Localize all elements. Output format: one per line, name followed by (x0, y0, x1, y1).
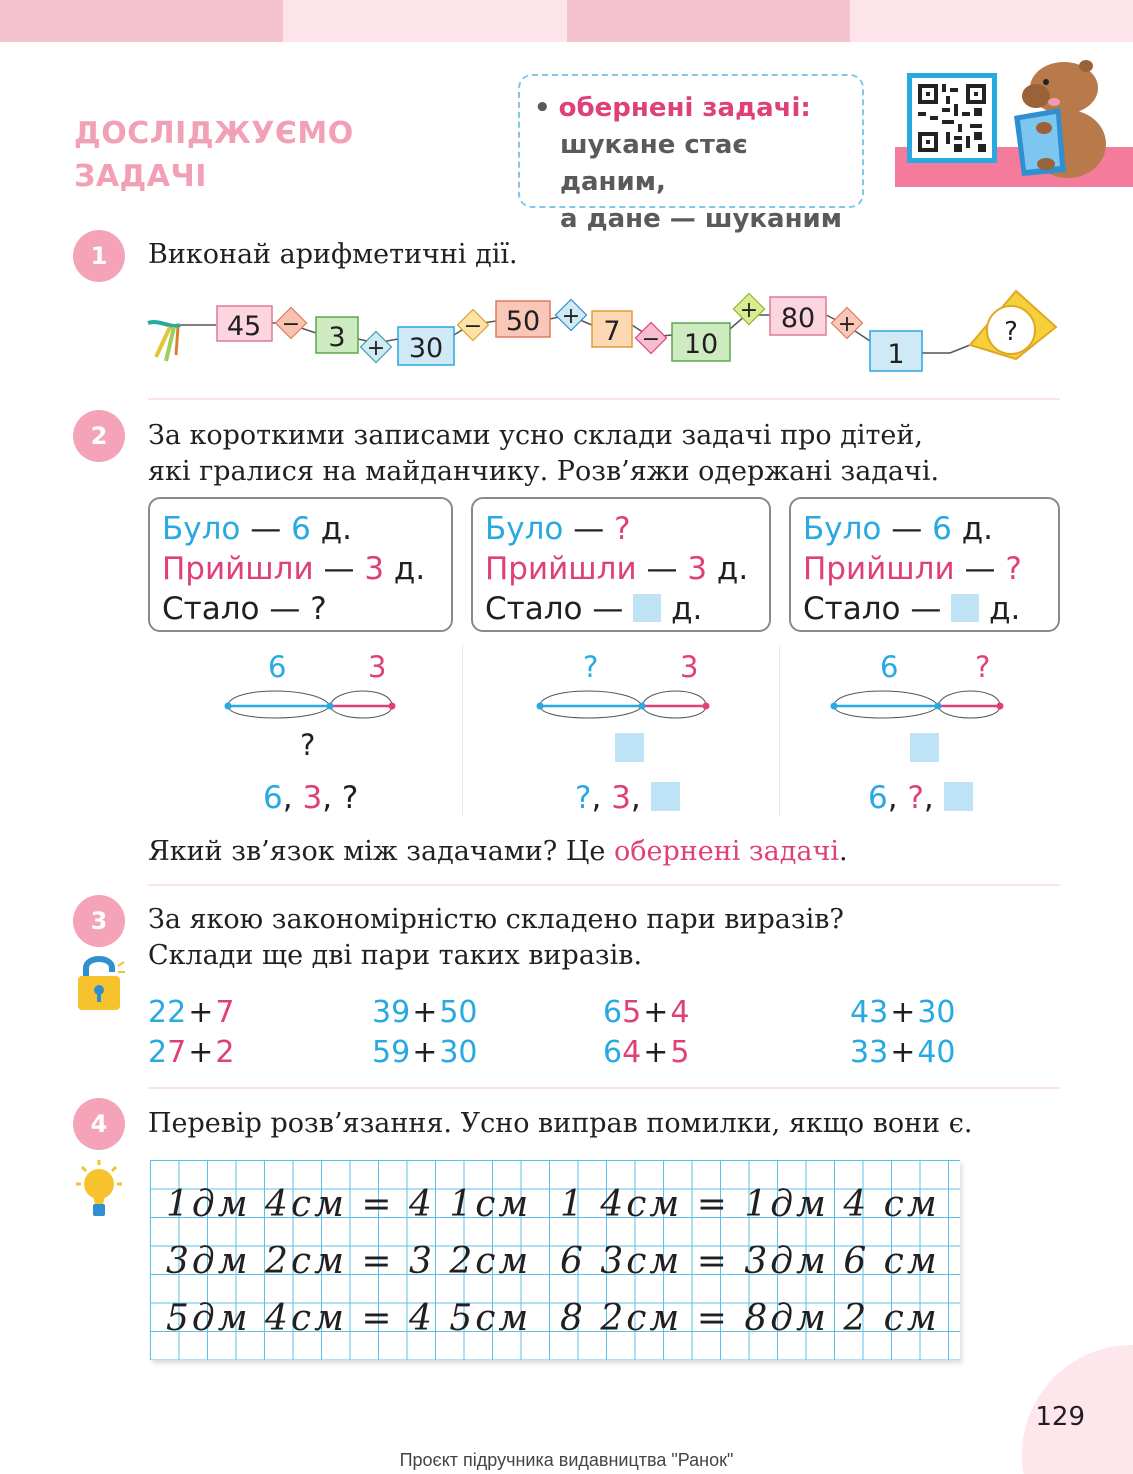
expression-pair-1: 22+7 27+2 (148, 995, 235, 1070)
handwritten-row-right-1: 1 4см = 1дм 4 см (560, 1184, 940, 1225)
triple-a: ? (575, 780, 592, 816)
task-number-badge: 4 (73, 1098, 125, 1150)
top-stripe-3 (567, 0, 850, 42)
chain-op-minus (635, 322, 666, 353)
dash: — (573, 511, 605, 547)
unit: д. (320, 511, 353, 547)
svg-text:30: 30 (408, 333, 444, 364)
kite-result-icon (970, 291, 1056, 359)
section-title (74, 112, 354, 198)
blank-square-icon (633, 594, 661, 622)
chain-op-plus (360, 331, 391, 362)
dash: — (910, 591, 942, 627)
dash: — (592, 591, 624, 627)
section-title-line2: ЗАДАЧІ (74, 159, 207, 194)
came-value: ? (1005, 551, 1022, 587)
divider (148, 398, 1060, 400)
blank-square-icon (910, 733, 939, 762)
handwritten-row-right-3: 8 2см = 8дм 2 см (560, 1298, 940, 1339)
was-value: 6 (291, 511, 311, 547)
task2-question (148, 834, 848, 870)
chain-op-plus (733, 293, 764, 324)
triple-1: 6, 3, ? (263, 780, 359, 816)
unit: д. (393, 551, 426, 587)
dash: — (250, 511, 282, 547)
task2-text-line1: За короткими записами усно склади задачі про дітей, (148, 420, 923, 451)
chain-number-1 (870, 331, 922, 371)
operation-chain (140, 285, 1070, 385)
unit: д. (989, 591, 1021, 627)
segment-diagram-3 (828, 684, 1008, 724)
task3-text-line2: Склади ще дві пари таких виразів. (148, 940, 643, 971)
note-term: обернені задачі: (558, 93, 811, 123)
note-line3: а дане — шуканим (560, 204, 843, 234)
chain-op-plus (831, 307, 862, 338)
dash: — (269, 591, 301, 627)
column-separator (779, 645, 780, 815)
came-label: Прийшли (485, 551, 637, 587)
diagram-left-label: 6 (268, 650, 287, 684)
came-value: 3 (364, 551, 385, 587)
triple-b: 3 (611, 780, 631, 816)
divider (148, 1087, 1060, 1089)
unit: д. (716, 551, 749, 587)
blank-square-icon (615, 733, 644, 762)
triple-c: ? (341, 780, 359, 816)
blank-square-icon (944, 782, 973, 811)
task3-text (148, 902, 844, 974)
blank-square-icon (951, 594, 979, 622)
svg-text:80: 80 (780, 303, 816, 334)
triple-a: 6 (263, 780, 283, 816)
chain-op-minus (457, 309, 488, 340)
unit: д. (961, 511, 994, 547)
kite-tail-ribbon-icon (148, 322, 180, 361)
chain-number-80 (770, 297, 826, 335)
qr-code-pattern (918, 84, 986, 152)
task2-text-line2: які гралися на майданчику. Розв’яжи одержані задачі. (148, 456, 940, 487)
answer-text: обернені задачі (613, 836, 839, 867)
chain-number-30 (398, 327, 454, 365)
svg-text:+: + (837, 312, 857, 337)
task2-text (148, 418, 939, 490)
svg-text:−: − (641, 327, 661, 352)
triple-b: ? (907, 780, 924, 816)
svg-text:10: 10 (683, 329, 719, 360)
task1-text: Виконай арифметичні дії. (148, 239, 518, 270)
short-record-card-3 (789, 497, 1060, 632)
became-label: Стало (803, 591, 901, 627)
was-label: Було (162, 511, 241, 547)
question-text: Який зв’язок між задачами? Це (148, 836, 606, 867)
dash: — (964, 551, 996, 587)
top-stripe-2 (283, 0, 567, 42)
diagram-right-label: 3 (368, 650, 387, 684)
triple-3: 6, ?, (868, 780, 973, 816)
diagram-right-label: ? (975, 650, 991, 684)
task-number-badge: 1 (73, 230, 125, 282)
chain-number-10 (672, 323, 730, 361)
chain-number-7 (592, 311, 632, 347)
chain-op-plus (555, 299, 586, 330)
came-value: 3 (687, 551, 708, 587)
became-label: Стало (485, 591, 583, 627)
expression-pair-3: 65+4 64+5 (603, 995, 690, 1070)
padlock-icon (74, 950, 126, 1012)
handwritten-row-left-3: 5дм 4см = 4 5см (166, 1298, 532, 1339)
chain-op-minus (275, 307, 306, 338)
diagram-left-label: ? (583, 650, 599, 684)
short-record-card-2 (471, 497, 771, 632)
chain-number-50 (496, 301, 550, 337)
footer-text: Проєкт підручника видавництва "Ранок" (399, 1450, 734, 1470)
svg-text:7: 7 (603, 316, 621, 347)
was-value: ? (614, 511, 631, 547)
expression-pair-2: 39+50 59+30 (372, 995, 478, 1070)
task-number-badge: 3 (73, 895, 125, 947)
unit: д. (671, 591, 703, 627)
short-record-card-1 (148, 497, 453, 632)
triple-b: 3 (302, 780, 323, 816)
chain-number-45 (217, 306, 272, 342)
came-label: Прийшли (162, 551, 314, 587)
was-label: Було (485, 511, 564, 547)
svg-text:+: + (366, 336, 386, 361)
diagram-right-label: 3 (680, 650, 699, 684)
lightbulb-icon (68, 1158, 130, 1222)
svg-text:−: − (463, 314, 483, 339)
qr-code-icon[interactable] (907, 73, 997, 163)
expression-pair-4: 43+30 33+40 (850, 995, 956, 1070)
handwritten-row-right-2: 6 3см = 3дм 6 см (560, 1241, 940, 1282)
divider (148, 884, 1060, 886)
svg-text:50: 50 (505, 306, 541, 337)
note-line2: шукане стає даним, (560, 130, 748, 197)
svg-text:+: + (739, 298, 759, 323)
bullet-icon: • (534, 93, 551, 123)
top-stripe-4 (850, 0, 1133, 42)
dash: — (323, 551, 355, 587)
came-label: Прийшли (803, 551, 955, 587)
became-label: Стало (162, 591, 260, 627)
was-label: Було (803, 511, 882, 547)
handwritten-row-left-1: 1дм 4см = 4 1см (166, 1184, 532, 1225)
top-stripe-1 (0, 0, 283, 42)
segment-diagram-1 (220, 684, 400, 724)
was-value: 6 (932, 511, 952, 547)
svg-text:3: 3 (328, 322, 346, 353)
segment-diagram-2 (534, 684, 714, 724)
blank-square-icon (651, 782, 680, 811)
svg-text:−: − (281, 312, 301, 337)
chain-number-3 (316, 317, 358, 353)
task4-text: Перевір розв’язання. Усно виправ помилки, якщо вони є. (148, 1108, 973, 1139)
dash: — (646, 551, 678, 587)
task3-text-line1: За якою закономірністю складено пари виразів? (148, 904, 844, 935)
handwritten-row-left-2: 3дм 2см = 3 2см (166, 1241, 532, 1282)
column-separator (462, 645, 463, 815)
triple-a: 6 (868, 780, 888, 816)
svg-text:?: ? (1004, 317, 1018, 347)
svg-text:+: + (561, 304, 581, 329)
became-value: ? (310, 591, 327, 627)
capybara-reading-icon (1006, 52, 1116, 180)
page-number: 129 (1035, 1402, 1085, 1432)
dash: — (891, 511, 923, 547)
triple-2: ?, 3, (575, 780, 680, 816)
section-title-line1: ДОСЛІДЖУЄМО (74, 116, 354, 151)
definition-note (518, 74, 864, 234)
diagram-bottom-label: ? (300, 728, 316, 762)
task-number-badge: 2 (73, 410, 125, 462)
svg-text:45: 45 (226, 311, 262, 342)
diagram-left-label: 6 (880, 650, 899, 684)
answer-end: . (838, 836, 848, 867)
svg-text:1: 1 (887, 339, 905, 370)
